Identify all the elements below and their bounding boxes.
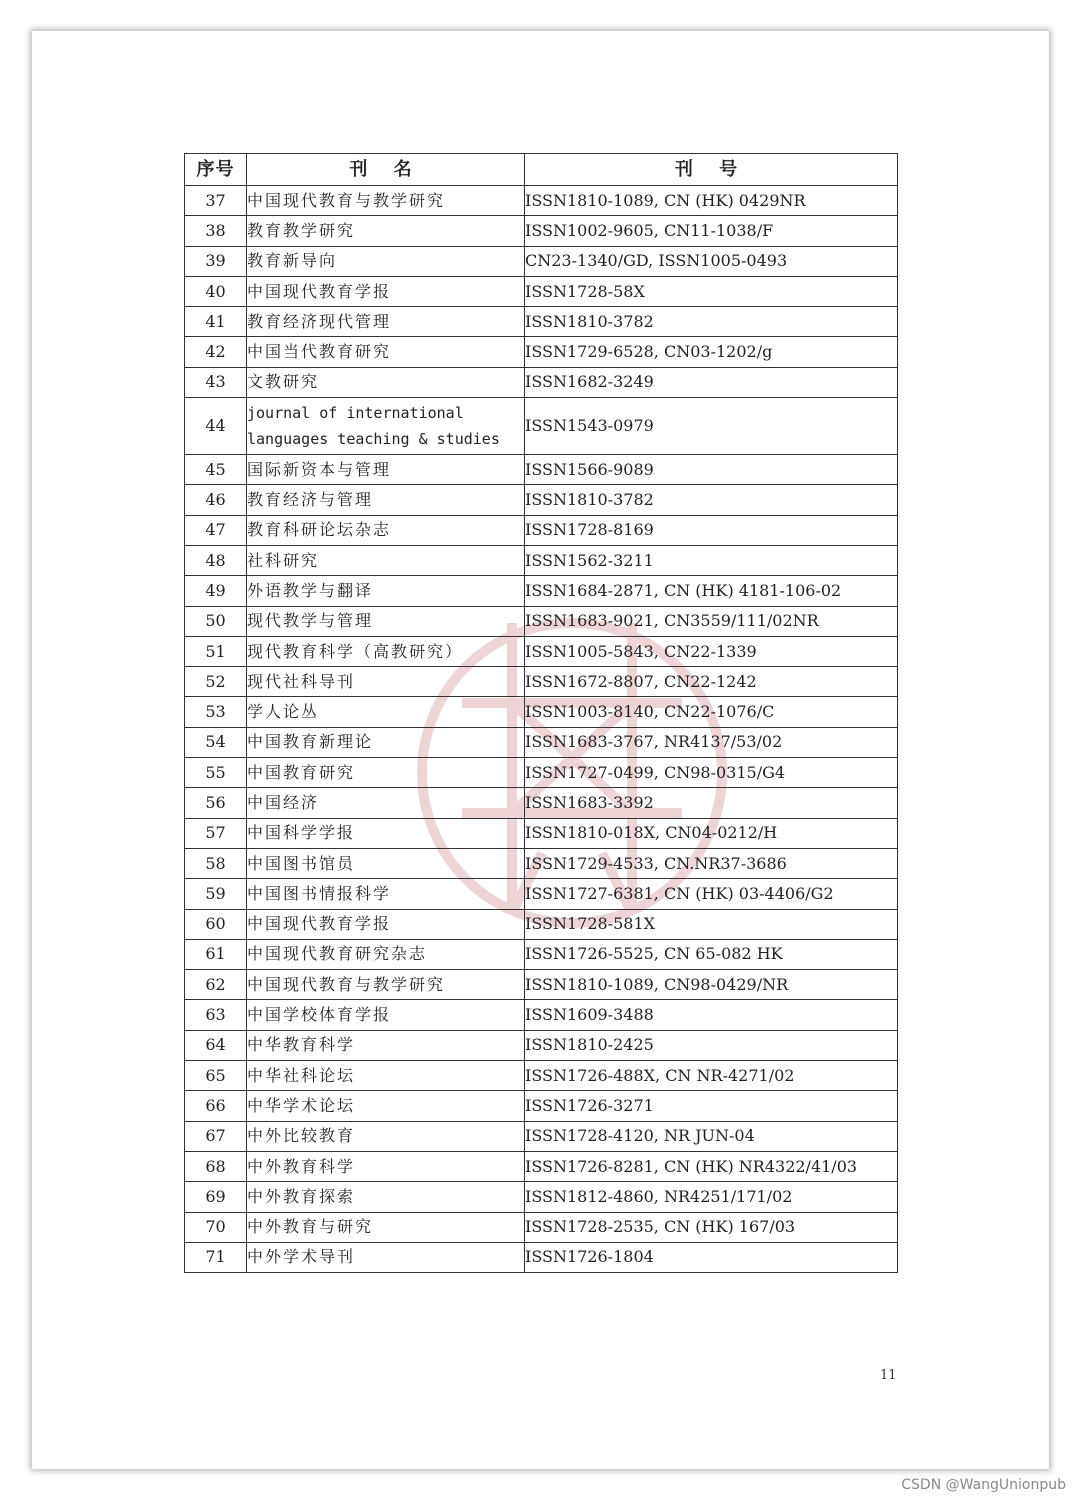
table-row	[185, 879, 898, 909]
row-index: 62	[185, 970, 247, 1000]
header-journal-name: 刊 名	[247, 154, 525, 186]
table-row	[185, 216, 898, 246]
journal-code: ISSN1729-4533, CN.NR37-3686	[525, 848, 898, 878]
journal-name: 文教研究	[247, 367, 525, 397]
table-row	[185, 1000, 898, 1030]
journal-code: ISSN1727-6381, CN (HK) 03-4406/G2	[525, 879, 898, 909]
journal-code: ISSN1002-9605, CN11-1038/F	[525, 216, 898, 246]
row-index: 39	[185, 246, 247, 276]
journal-code: ISSN1810-3782	[525, 485, 898, 515]
journal-name: 中华社科论坛	[247, 1061, 525, 1091]
journal-name	[247, 398, 525, 455]
table-row	[185, 576, 898, 606]
row-index: 66	[185, 1091, 247, 1121]
journal-name: 中外教育科学	[247, 1151, 525, 1181]
table-row	[185, 697, 898, 727]
journal-name: 学人论丛	[247, 697, 525, 727]
journal-code: ISSN1810-1089, CN (HK) 0429NR	[525, 186, 898, 216]
journal-code: ISSN1810-3782	[525, 307, 898, 337]
journal-code: ISSN1609-3488	[525, 1000, 898, 1030]
journal-name: 教育经济与管理	[247, 485, 525, 515]
journal-code: ISSN1810-2425	[525, 1030, 898, 1060]
table-row	[185, 818, 898, 848]
journal-name: 现代教育科学（高教研究）	[247, 636, 525, 666]
journal-table	[184, 153, 898, 1273]
row-index: 65	[185, 1061, 247, 1091]
journal-code: ISSN1728-4120, NR JUN-04	[525, 1121, 898, 1151]
table-body	[185, 186, 898, 1273]
journal-code: ISSN1726-8281, CN (HK) NR4322/41/03	[525, 1151, 898, 1181]
table-row	[185, 276, 898, 306]
journal-code: ISSN1728-581X	[525, 909, 898, 939]
table-row	[185, 485, 898, 515]
journal-code: ISSN1683-3392	[525, 788, 898, 818]
table-row	[185, 1242, 898, 1272]
row-index: 51	[185, 636, 247, 666]
journal-name: 中外教育探索	[247, 1182, 525, 1212]
row-index: 55	[185, 758, 247, 788]
journal-code: CN23-1340/GD, ISSN1005-0493	[525, 246, 898, 276]
journal-name-line: languages teaching & studies	[247, 430, 500, 449]
journal-name: 外语教学与翻译	[247, 576, 525, 606]
journal-name-line: journal of international	[247, 404, 464, 423]
row-index: 57	[185, 818, 247, 848]
table-row	[185, 515, 898, 545]
journal-name: 中国图书馆员	[247, 848, 525, 878]
journal-name: 中华学术论坛	[247, 1091, 525, 1121]
table-row	[185, 246, 898, 276]
table-row	[185, 1030, 898, 1060]
journal-code: ISSN1005-5843, CN22-1339	[525, 636, 898, 666]
journal-name: 中国现代教育学报	[247, 909, 525, 939]
journal-name: 现代教学与管理	[247, 606, 525, 636]
journal-code: ISSN1003-8140, CN22-1076/C	[525, 697, 898, 727]
journal-code: ISSN1683-9021, CN3559/111/02NR	[525, 606, 898, 636]
row-index: 67	[185, 1121, 247, 1151]
table-row	[185, 788, 898, 818]
source-credit: CSDN @WangUnionpub	[901, 1477, 1066, 1493]
table-row	[185, 455, 898, 485]
table-row	[185, 1091, 898, 1121]
row-index: 56	[185, 788, 247, 818]
journal-name: 教育科研论坛杂志	[247, 515, 525, 545]
table-row	[185, 367, 898, 397]
row-index: 71	[185, 1242, 247, 1272]
row-index: 53	[185, 697, 247, 727]
table-row	[185, 307, 898, 337]
journal-code: ISSN1810-018X, CN04-0212/H	[525, 818, 898, 848]
journal-name: 中国图书情报科学	[247, 879, 525, 909]
journal-code: ISSN1566-9089	[525, 455, 898, 485]
journal-code: ISSN1562-3211	[525, 545, 898, 575]
table-row	[185, 545, 898, 575]
row-index: 40	[185, 276, 247, 306]
row-index: 68	[185, 1151, 247, 1181]
table-row	[185, 398, 898, 455]
journal-name: 中国现代教育学报	[247, 276, 525, 306]
row-index: 63	[185, 1000, 247, 1030]
table-row	[185, 909, 898, 939]
row-index: 46	[185, 485, 247, 515]
journal-name: 中外教育与研究	[247, 1212, 525, 1242]
journal-code: ISSN1726-488X, CN NR-4271/02	[525, 1061, 898, 1091]
row-index: 49	[185, 576, 247, 606]
journal-name: 中外比较教育	[247, 1121, 525, 1151]
table-row	[185, 636, 898, 666]
row-index: 41	[185, 307, 247, 337]
journal-name: 现代社科导刊	[247, 667, 525, 697]
journal-code: ISSN1727-0499, CN98-0315/G4	[525, 758, 898, 788]
row-index: 38	[185, 216, 247, 246]
journal-code: ISSN1543-0979	[525, 398, 898, 455]
table-row	[185, 186, 898, 216]
row-index: 37	[185, 186, 247, 216]
journal-code: ISSN1672-8807, CN22-1242	[525, 667, 898, 697]
row-index: 44	[185, 398, 247, 455]
journal-name: 中国当代教育研究	[247, 337, 525, 367]
header-index: 序号	[185, 154, 247, 186]
journal-code: ISSN1812-4860, NR4251/171/02	[525, 1182, 898, 1212]
journal-name: 中国科学学报	[247, 818, 525, 848]
table-row	[185, 337, 898, 367]
document-page	[32, 31, 1049, 1469]
journal-code: ISSN1684-2871, CN (HK) 4181-106-02	[525, 576, 898, 606]
row-index: 70	[185, 1212, 247, 1242]
table-row	[185, 1121, 898, 1151]
journal-name: 中国教育新理论	[247, 727, 525, 757]
journal-name: 中国现代教育与教学研究	[247, 970, 525, 1000]
journal-code: ISSN1726-5525, CN 65-082 HK	[525, 939, 898, 969]
row-index: 59	[185, 879, 247, 909]
journal-name: 中外学术导刊	[247, 1242, 525, 1272]
journal-code: ISSN1682-3249	[525, 367, 898, 397]
row-index: 54	[185, 727, 247, 757]
journal-name: 中国学校体育学报	[247, 1000, 525, 1030]
row-index: 61	[185, 939, 247, 969]
header-journal-code: 刊 号	[525, 154, 898, 186]
row-index: 58	[185, 848, 247, 878]
row-index: 60	[185, 909, 247, 939]
journal-name: 教育新导向	[247, 246, 525, 276]
journal-name: 国际新资本与管理	[247, 455, 525, 485]
row-index: 42	[185, 337, 247, 367]
journal-name: 社科研究	[247, 545, 525, 575]
table-row	[185, 848, 898, 878]
row-index: 64	[185, 1030, 247, 1060]
journal-name: 中国现代教育与教学研究	[247, 186, 525, 216]
journal-code: ISSN1729-6528, CN03-1202/g	[525, 337, 898, 367]
journal-name: 中国现代教育研究杂志	[247, 939, 525, 969]
journal-name: 中国经济	[247, 788, 525, 818]
journal-name: 中华教育科学	[247, 1030, 525, 1060]
row-index: 52	[185, 667, 247, 697]
journal-code: ISSN1810-1089, CN98-0429/NR	[525, 970, 898, 1000]
table-row	[185, 1182, 898, 1212]
table-row	[185, 1151, 898, 1181]
journal-code: ISSN1728-2535, CN (HK) 167/03	[525, 1212, 898, 1242]
journal-code: ISSN1728-8169	[525, 515, 898, 545]
journal-code: ISSN1728-58X	[525, 276, 898, 306]
table-row	[185, 1212, 898, 1242]
row-index: 45	[185, 455, 247, 485]
row-index: 48	[185, 545, 247, 575]
row-index: 47	[185, 515, 247, 545]
journal-code: ISSN1683-3767, NR4137/53/02	[525, 727, 898, 757]
table-header-row	[185, 154, 898, 186]
table-row	[185, 606, 898, 636]
journal-name: 教育教学研究	[247, 216, 525, 246]
page-number: 11	[880, 1368, 897, 1383]
row-index: 43	[185, 367, 247, 397]
journal-code: ISSN1726-1804	[525, 1242, 898, 1272]
row-index: 50	[185, 606, 247, 636]
journal-name: 教育经济现代管理	[247, 307, 525, 337]
table-row	[185, 970, 898, 1000]
row-index: 69	[185, 1182, 247, 1212]
table-row	[185, 727, 898, 757]
table-row	[185, 939, 898, 969]
table-row	[185, 758, 898, 788]
table-row	[185, 667, 898, 697]
table-row	[185, 1061, 898, 1091]
journal-name: 中国教育研究	[247, 758, 525, 788]
journal-code: ISSN1726-3271	[525, 1091, 898, 1121]
